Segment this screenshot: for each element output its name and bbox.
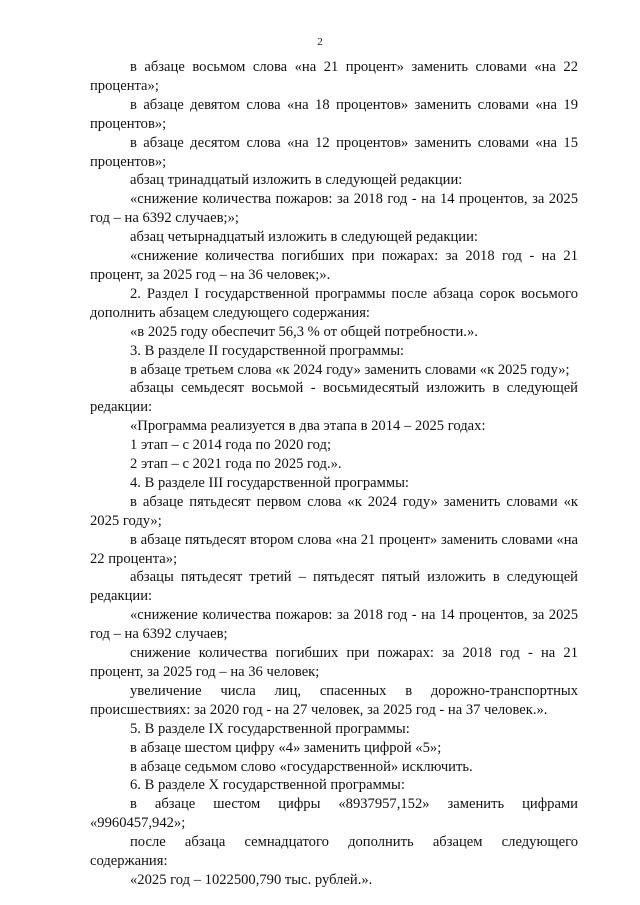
paragraph: в абзаце шестом цифру «4» заменить цифрой «5»; [130, 739, 442, 756]
paragraph: 2 этап – с 2021 года по 2025 год.». [130, 456, 342, 473]
paragraph: абзацы пятьдесят третий – пятьдесят пятый изложить в следующей редакции: [90, 569, 578, 605]
paragraph: абзацы семьдесят восьмой - восьмидесятый изложить в следующей редакции: [90, 380, 578, 416]
paragraph: в абзаце девятом слова «на 18 процентов» заменить словами «на 19 процентов»; [90, 96, 578, 132]
paragraph: «снижение количества погибших при пожарах: за 2018 год - на 21 процент, за 2025 год – на 36 человек;». [90, 248, 578, 283]
paragraph: в абзаце третьем слова «к 2024 году» заменить словами «к 2025 году»; [130, 361, 570, 378]
paragraph: 2. Раздел I государственной программы после абзаца сорок восьмого дополнить абзацем следующего содержания: [90, 285, 578, 321]
paragraph: «2025 год – 1022500,790 тыс. рублей.». [130, 871, 373, 888]
paragraph: 5. В разделе IX государственной программы: [130, 720, 410, 737]
paragraph: «Программа реализуется в два этапа в 2014 – 2025 годах: [130, 418, 486, 435]
paragraph: абзац тринадцатый изложить в следующей редакции: [130, 172, 463, 189]
document-body [90, 58, 578, 890]
paragraph: в абзаце пятьдесят втором слова «на 21 процент» заменить словами «на 22 процента»; [90, 531, 578, 567]
paragraph: абзац четырнадцатый изложить в следующей редакции: [130, 229, 478, 246]
paragraph: 3. В разделе II государственной программы: [130, 342, 405, 359]
paragraph: «снижение количества пожаров: за 2018 год - на 14 процентов, за 2025 год – на 6392 случаев;»; [90, 191, 578, 227]
paragraph: «в 2025 году обеспечит 56,3 % от общей потребности.». [130, 323, 478, 340]
paragraph: в абзаце пятьдесят первом слова «к 2024 году» заменить словами «к 2025 году»; [90, 493, 578, 529]
paragraph: снижение количества погибших при пожарах: за 2018 год - на 21 процент, за 2025 год – на 36 человек; [90, 645, 578, 680]
paragraph: «снижение количества пожаров: за 2018 год - на 14 процентов, за 2025 год – на 6392 случаев; [90, 607, 578, 643]
paragraph: в абзаце десятом слова «на 12 процентов» заменить словами «на 15 процентов»; [90, 134, 578, 170]
paragraph: 1 этап – с 2014 года по 2020 год; [130, 437, 332, 454]
paragraph: 4. В разделе III государственной программы: [130, 474, 409, 491]
paragraph: увеличение числа лиц, спасенных в дорожно-транспортных происшествиях: за 2020 год - на 27 человек, за 2025 год - на 37 человек.». [90, 682, 578, 718]
paragraph: в абзаце седьмом слово «государственной» исключить. [130, 758, 473, 775]
paragraph: после абзаца семнадцатого дополнить абзацем следующего содержания: [90, 834, 578, 870]
paragraph: в абзаце шестом цифры «8937957,152» заменить цифрами «9960457,942»; [90, 796, 578, 832]
paragraph: в абзаце восьмом слова «на 21 процент» заменить словами «на 22 процента»; [90, 59, 578, 94]
page-number: 2 [317, 36, 323, 48]
paragraph: 6. В разделе X государственной программы: [130, 777, 405, 794]
